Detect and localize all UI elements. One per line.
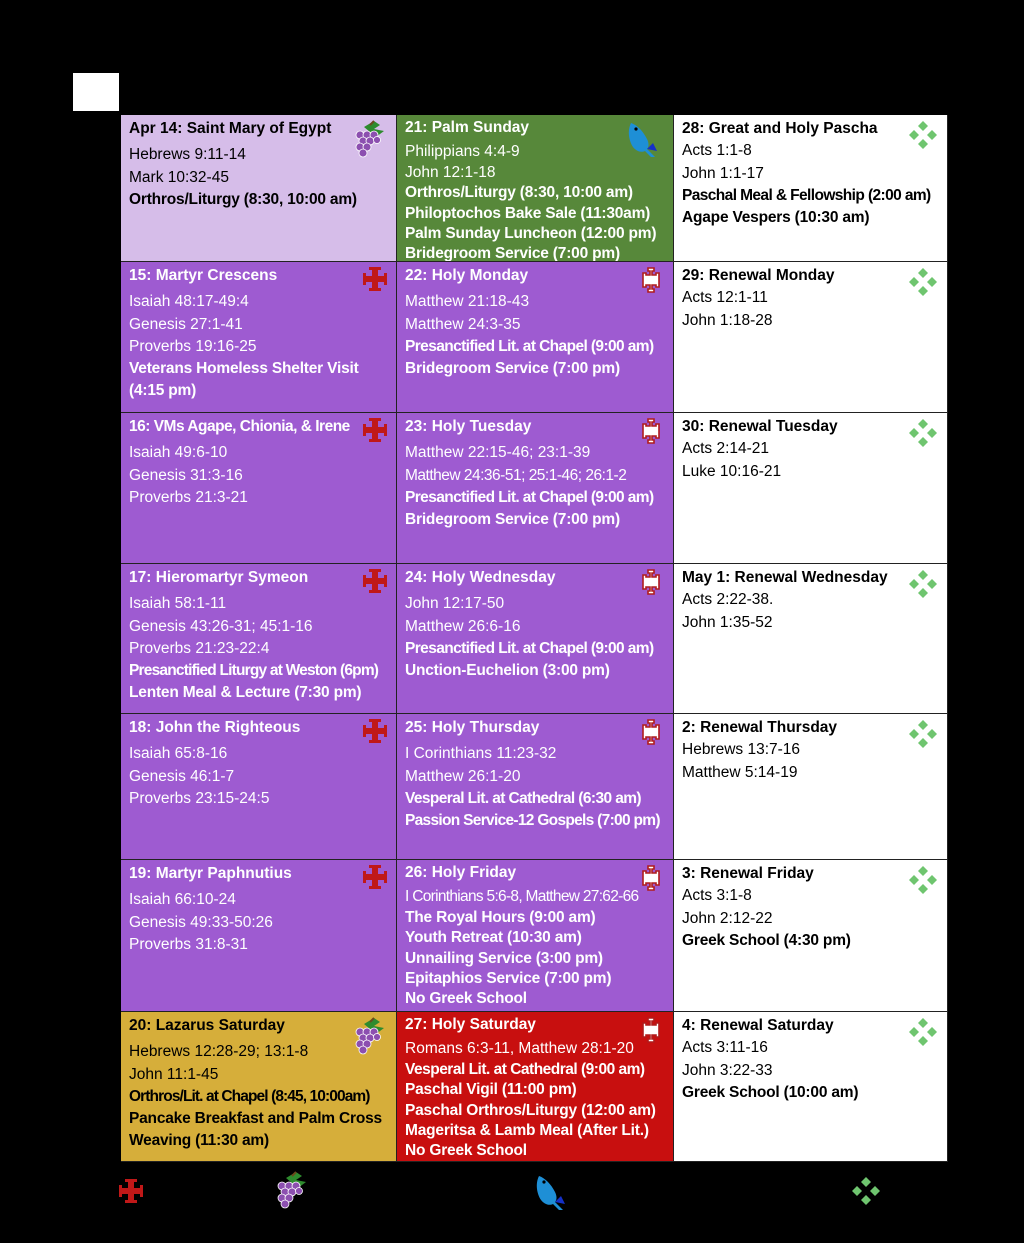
day-cell-may-1 xyxy=(674,564,948,714)
reading: Mark 10:32-45 xyxy=(129,168,229,186)
day-title: 29: Renewal Monday xyxy=(682,267,835,284)
reading: Isaiah 48:17-49:4 xyxy=(129,293,249,311)
reading: Genesis 27:1-41 xyxy=(129,315,243,333)
reading: Acts 1:1-8 xyxy=(682,142,752,160)
reading: John 1:18-28 xyxy=(682,311,773,329)
day-cell-2 xyxy=(674,714,948,860)
event: Bridegroom Service (7:00 pm) xyxy=(405,511,620,529)
day-title: 26: Holy Friday xyxy=(405,864,517,881)
reading: Proverbs 31:8-31 xyxy=(129,935,248,953)
reading: Proverbs 19:16-25 xyxy=(129,337,257,355)
reading: Genesis 46:1-7 xyxy=(129,767,235,785)
diamond-cross-icon xyxy=(907,417,939,456)
reading: Matthew 22:15-46; 23:1-39 xyxy=(405,444,591,462)
grapes-icon xyxy=(350,1016,388,1063)
calendar-grid xyxy=(121,115,948,1162)
reading: Hebrews 12:28-29; 13:1-8 xyxy=(129,1043,309,1061)
header-white-box xyxy=(73,73,119,111)
event: Youth Retreat (10:30 am) xyxy=(405,929,582,947)
reading: Acts 3:1-8 xyxy=(682,887,752,905)
event: Presanctified Lit. at Chapel (9:00 am) xyxy=(405,337,654,355)
reading: Matthew 24:3-35 xyxy=(405,315,521,333)
event: Unction-Euchelion (3:00 pm) xyxy=(405,662,610,680)
day-title: 25: Holy Thursday xyxy=(405,719,540,736)
day-cell-27 xyxy=(397,1012,674,1162)
reading: Luke 10:16-21 xyxy=(682,462,782,480)
day-cell-19 xyxy=(121,860,397,1012)
event: Paschal Meal & Fellowship (2:00 am) xyxy=(682,186,931,204)
event: Palm Sunday Luncheon (12:00 pm) xyxy=(405,225,657,243)
fish-icon xyxy=(625,119,665,165)
legend-grapes-icon xyxy=(272,1170,310,1215)
reading: Acts 12:1-11 xyxy=(682,289,768,307)
reading: Isaiah 66:10-24 xyxy=(129,891,236,909)
reading: John 12:17-50 xyxy=(405,595,505,613)
legend-diamond-cross-icon xyxy=(850,1175,882,1212)
day-cell-29 xyxy=(674,262,948,413)
day-cell-22 xyxy=(397,262,674,413)
reading: Isaiah 65:8-16 xyxy=(129,745,228,763)
event: Pancake Breakfast and Palm Cross Weaving (11:30 am) xyxy=(129,1110,382,1150)
day-title: 30: Renewal Tuesday xyxy=(682,418,838,435)
reading: John 11:1-45 xyxy=(129,1065,219,1083)
day-title: Apr 14: Saint Mary of Egypt xyxy=(129,120,332,137)
day-title: 4: Renewal Saturday xyxy=(682,1017,834,1034)
event: Greek School (4:30 pm) xyxy=(682,931,851,949)
diamond-cross-icon xyxy=(907,718,939,757)
outline-cross-icon xyxy=(637,417,665,452)
outline-cross-icon xyxy=(637,718,665,753)
day-title: 3: Renewal Friday xyxy=(682,865,814,882)
day-title: 23: Holy Tuesday xyxy=(405,418,532,435)
day-cell-25 xyxy=(397,714,674,860)
diamond-cross-icon xyxy=(907,1016,939,1055)
reading: Philippians 4:4-9 xyxy=(405,143,520,161)
event: No Greek School xyxy=(405,1142,527,1160)
event: No Greek School xyxy=(405,990,527,1008)
day-title: 27: Holy Saturday xyxy=(405,1016,536,1033)
outline-cross-icon xyxy=(637,864,665,898)
day-title: 20: Lazarus Saturday xyxy=(129,1017,285,1034)
event: Presanctified Lit. at Chapel (9:00 am) xyxy=(405,488,654,506)
reading: Proverbs 21:23-22:4 xyxy=(129,639,270,657)
reading: Isaiah 49:6-10 xyxy=(129,444,228,462)
reading: Genesis 43:26-31; 45:1-16 xyxy=(129,617,313,635)
event: Orthros/Liturgy (8:30, 10:00 am) xyxy=(405,184,633,202)
event: Epitaphios Service (7:00 pm) xyxy=(405,970,612,988)
event: Bridegroom Service (7:00 pm) xyxy=(405,245,620,262)
reading: Matthew 21:18-43 xyxy=(405,293,530,311)
event: Vesperal Lit. at Cathedral (9:00 am) xyxy=(405,1060,645,1078)
reading: Acts 3:11-16 xyxy=(682,1039,768,1057)
event: Passion Service-12 Gospels (7:00 pm) xyxy=(405,812,660,830)
reading: Matthew 26:6-16 xyxy=(405,617,521,635)
day-title: 2: Renewal Thursday xyxy=(682,719,838,736)
day-cell-24 xyxy=(397,564,674,714)
day-cell-18 xyxy=(121,714,397,860)
event: Mageritsa & Lamb Meal (After Lit.) xyxy=(405,1122,649,1140)
reading: Hebrews 13:7-16 xyxy=(682,741,801,759)
event: Vesperal Lit. at Cathedral (6:30 am) xyxy=(405,789,641,807)
reading: John 3:22-33 xyxy=(682,1061,773,1079)
day-cell-15 xyxy=(121,262,397,413)
reading: I Corinthians 5:6-8, Matthew 27:62-66 xyxy=(405,888,639,906)
day-cell-20 xyxy=(121,1012,397,1162)
event: Lenten Meal & Lecture (7:30 pm) xyxy=(129,684,362,702)
reading: Acts 2:14-21 xyxy=(682,440,770,458)
day-cell-23 xyxy=(397,413,674,564)
legend-cross-icon xyxy=(118,1178,144,1209)
event: Orthros/Lit. at Chapel (8:45, 10:00am) xyxy=(129,1087,370,1105)
reading: Isaiah 58:1-11 xyxy=(129,595,227,613)
day-title: May 1: Renewal Wednesday xyxy=(682,569,888,586)
reading: Proverbs 21:3-21 xyxy=(129,488,248,506)
day-title: 22: Holy Monday xyxy=(405,267,529,284)
legend-fish-icon xyxy=(533,1172,573,1217)
diamond-cross-icon xyxy=(907,864,939,903)
event: Veterans Homeless Shelter Visit (4:15 pm) xyxy=(129,360,359,400)
day-cell-17 xyxy=(121,564,397,714)
diamond-cross-icon xyxy=(907,266,939,305)
cross-icon xyxy=(362,718,388,751)
reading: Genesis 49:33-50:26 xyxy=(129,913,273,931)
reading: John 2:12-22 xyxy=(682,909,773,927)
event: Orthros/Liturgy (8:30, 10:00 am) xyxy=(129,190,357,208)
day-cell-28 xyxy=(674,115,948,262)
day-cell-4 xyxy=(674,1012,948,1162)
cross-icon xyxy=(362,568,388,601)
reading: John 1:1-17 xyxy=(682,164,764,182)
day-title: 21: Palm Sunday xyxy=(405,119,530,136)
reading: Hebrews 9:11-14 xyxy=(129,146,246,164)
event: Philoptochos Bake Sale (11:30am) xyxy=(405,204,651,222)
day-title: 24: Holy Wednesday xyxy=(405,569,556,586)
day-cell-21 xyxy=(397,115,674,262)
day-cell-30 xyxy=(674,413,948,564)
day-cell-3 xyxy=(674,860,948,1012)
diamond-cross-icon xyxy=(907,119,939,158)
outline-cross-icon xyxy=(637,266,665,301)
reading: Matthew 5:14-19 xyxy=(682,763,798,781)
cross-icon xyxy=(362,417,388,450)
event: Presanctified Liturgy at Weston (6pm) xyxy=(129,662,379,680)
reading: Proverbs 23:15-24:5 xyxy=(129,789,270,807)
day-cell-26 xyxy=(397,860,674,1012)
reading: John 1:35-52 xyxy=(682,613,773,631)
reading: Matthew 24:36-51; 25:1-46; 26:1-2 xyxy=(405,466,627,484)
event: Paschal Vigil (11:00 pm) xyxy=(405,1081,577,1099)
day-title: 17: Hieromartyr Symeon xyxy=(129,569,309,586)
event: Presanctified Lit. at Chapel (9:00 am) xyxy=(405,639,654,657)
reading: Matthew 26:1-20 xyxy=(405,767,521,785)
reading: Genesis 31:3-16 xyxy=(129,466,243,484)
event: Bridegroom Service (7:00 pm) xyxy=(405,360,620,378)
reading: John 12:1-18 xyxy=(405,163,496,181)
event: Greek School (10:00 am) xyxy=(682,1083,859,1101)
day-title: 16: VMs Agape, Chionia, & Irene xyxy=(129,418,350,435)
event: Paschal Orthros/Liturgy (12:00 am) xyxy=(405,1101,656,1119)
event: Agape Vespers (10:30 am) xyxy=(682,209,870,227)
outline-cross-icon xyxy=(637,568,665,603)
day-title: 18: John the Righteous xyxy=(129,719,301,736)
day-cell-apr-14 xyxy=(121,115,397,262)
grapes-icon xyxy=(350,119,388,166)
diamond-cross-icon xyxy=(907,568,939,607)
day-title: 28: Great and Holy Pascha xyxy=(682,120,878,137)
cross-icon xyxy=(362,864,388,897)
day-title: 19: Martyr Paphnutius xyxy=(129,865,292,882)
reading: I Corinthians 11:23-32 xyxy=(405,745,557,763)
outline-cross-icon xyxy=(637,1016,665,1050)
reading: Acts 2:22-38. xyxy=(682,591,774,609)
day-cell-16 xyxy=(121,413,397,564)
cross-icon xyxy=(362,266,388,299)
event: Unnailing Service (3:00 pm) xyxy=(405,949,603,967)
day-title: 15: Martyr Crescens xyxy=(129,267,278,284)
event: The Royal Hours (9:00 am) xyxy=(405,908,596,926)
reading: Romans 6:3-11, Matthew 28:1-20 xyxy=(405,1040,634,1058)
